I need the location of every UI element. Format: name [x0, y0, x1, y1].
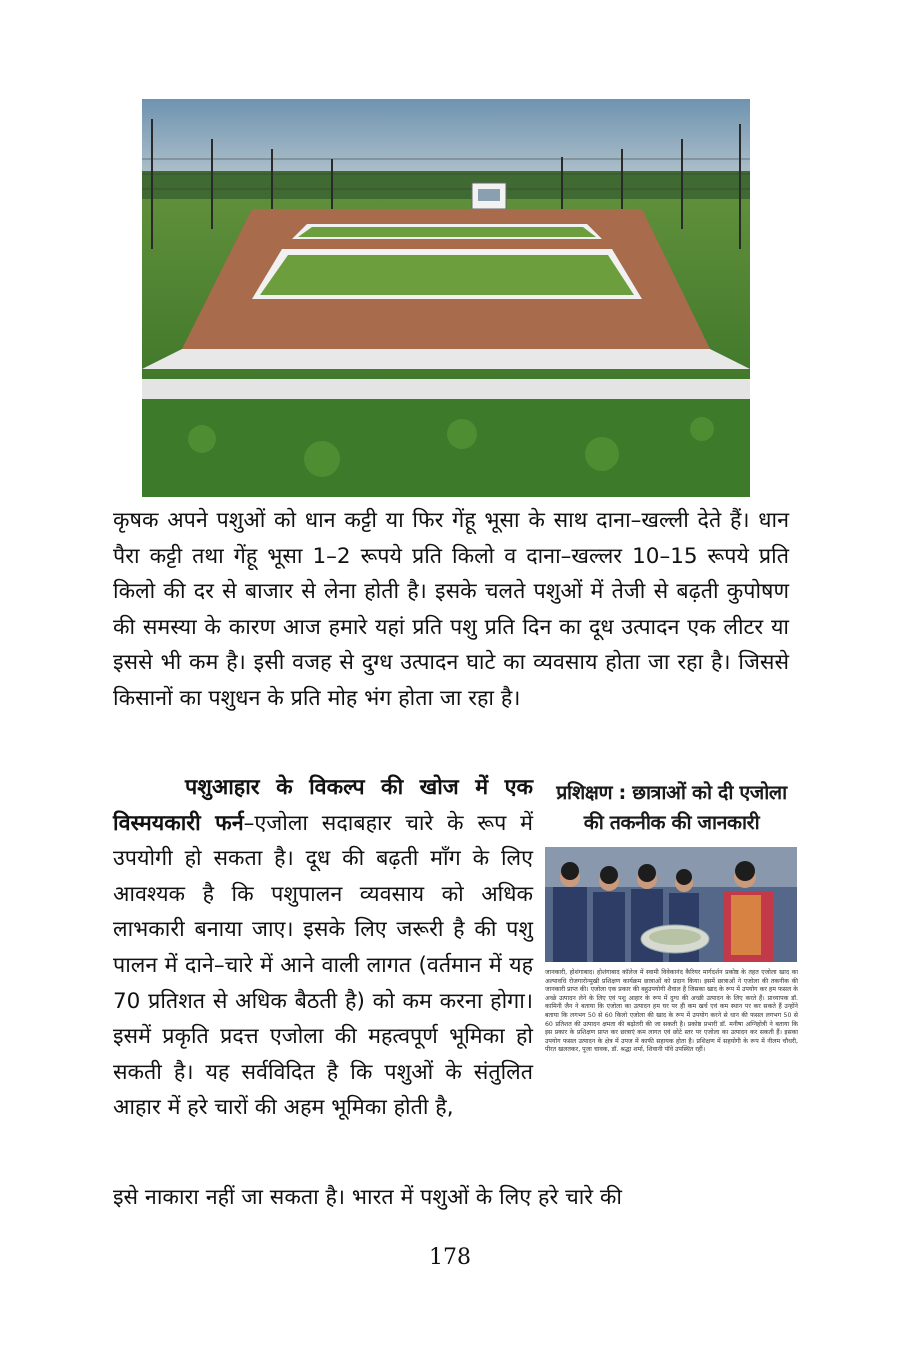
paragraph-azolla-alternative	[113, 770, 533, 1126]
page-number: 178	[429, 1245, 471, 1270]
azolla-beds-photo	[142, 99, 750, 497]
clipping-photo	[545, 847, 797, 962]
students-training-illustration	[545, 847, 797, 962]
bold-lead-phrase: पशुआहार के विकल्प की खोज में एक विस्मयकारी फर्न	[113, 775, 533, 836]
clipping-headline: प्रशिक्षण : छात्राओं को दी एजोला की तकनीक की जानकारी	[556, 781, 787, 834]
azolla-beds-illustration	[142, 99, 750, 497]
paragraph-azolla-text: –एजोला सदाबहार चारे के रूप में उपयोगी हो सकता है। दूध की बढ़ती माँग के लिए आवश्यक है कि पशुपालन व्यवसाय को अधिक लाभकारी बनाया जाए। इसके लिए जरूरी है की पशु पालन में दाने–चारे में आने वाली लागत (वर्तमान में यह 70 प्रतिशत से अधिक बैठती है) को कम करना होगा। इसमें प्रकृति प्रदत्त एजोला की महत्वपूर्ण भूमिका हो सकती है। यह सर्वविदित है कि पशुओं के संतुलित आहार में हरे चारों की अहम भूमिका होती है,	[113, 810, 533, 1121]
paragraph-green-fodder: इसे नाकारा नहीं जा सकता है। भारत में पशुओं के लिए हरे चारे की	[113, 1185, 623, 1210]
newspaper-clipping	[545, 778, 798, 1170]
clipping-body-text: जानकारी, होशंगाबाद। होशंगाबाद कॉलेज में स्वामी विवेकानंद कैरियर मार्गदर्शन प्रकोष्ठ के तहत एजोला खाद का अल्पावधि रोजगारोन्मुखी प्रशिक्षण कार्यक्रम छात्राओं को प्रदान किया। इसमें छात्राओं ने एजोला की तकनीक की जानकारी प्राप्त की। एजोला एक प्रकार की बहुउपयोगी शैवाल है जिसका खाद के रूप में उपयोग कर हम फसल के अच्छे उत्पादन लेने के लिए एवं पशु आहार के रूप में दुग्ध की अच्छी उत्पादन के लिए करते हैं। प्राध्यापक डॉ. कामिनी जैन ने बताया कि एजोला का उत्पादन हम घर पर ही कम खर्च एवं कम स्थान पर कर सकते हैं उन्होंने बताया कि लगभग 50 से 60 किलो एजोला की खाद के रूप में उपयोग करने से धान की फसल लगभग 50 से 60 प्रतिशत की उत्पादन क्षमता की बढ़ोतरी की जा सकती है। प्रकोष्ठ प्रभारी डॉ. मनीषा अग्निहोत्री ने बताया कि इस प्रकार के प्रशिक्षण प्राप्त कर छात्राएं कम लागत एवं छोटे स्तर पर एजोला का उत्पादन कर सकती हैं। इसका उपयोग फसल उत्पादन के क्षेत्र में उपज में काफी सहायक होता है। प्रशिक्षण में सहयोगी के रूप में नीलम चौधरी, पीरत खलतकर, पूजा चावक, डॉ. श्रद्धा शर्मा, शिवानी पॉवे उपस्थित रहीं।	[545, 969, 798, 1054]
paragraph-fodder-cost: कृषक अपने पशुओं को धान कट्टी या फिर गेंहू भूसा के साथ दाना–खल्ली देते हैं। धान पैरा कट्टी तथा गेंहू भूसा 1–2 रूपये प्रति किलो व दाना–खल्लर 10–15 रूपये प्रति किलो की दर से बाजार से लेना होती है। इसके चलते पशुओं में तेजी से बढ़ती कुपोषण की समस्या के कारण आज हमारे यहां प्रति पशु प्रति दिन का दूध उत्पादन एक लीटर या इससे भी कम है। इसी वजह से दुग्ध उत्पादन घाटे का व्यवसाय होता जा रहा है। जिससे किसानों का पशुधन के प्रति मोह भंग होता जा रहा है।	[113, 508, 789, 711]
